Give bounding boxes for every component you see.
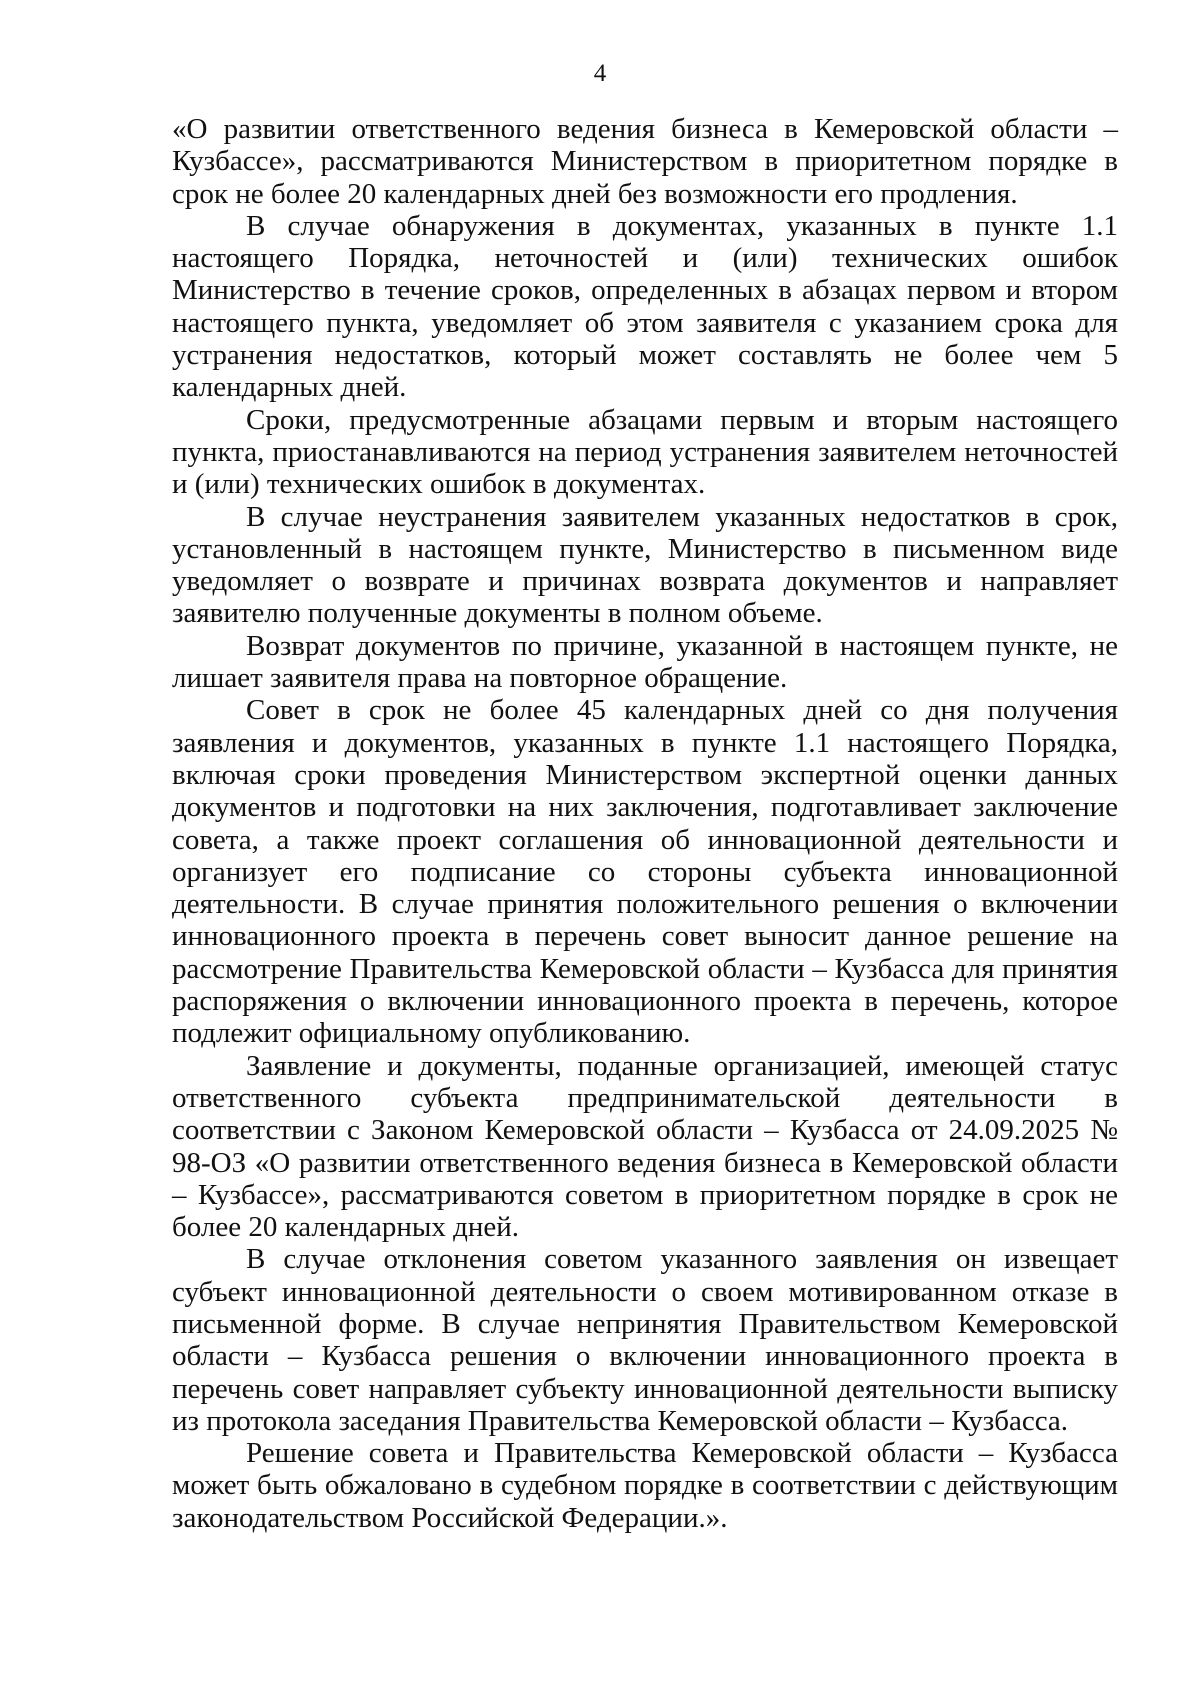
paragraph-rejection-notice: В случае отклонения советом указанного заявления он извещает субъект инновационной деятельности о своем мотивированном отказе в письменной форме. В случае непринятия Правительством Кемеровской области – Кузбасса решения о включении инновационного проекта в перечень совет направляет субъекту инновационной деятельности выписку из протокола заседания Правительства Кемеровской области – Кузбасса.	[172, 1243, 1118, 1437]
paragraph-continuation: «О развитии ответственного ведения бизнеса в Кемеровской области – Кузбассе», рассматриваются Министерством в приоритетном порядке в срок не более 20 календарных дней без возможности его продления.	[172, 113, 1118, 210]
paragraph-deadline-suspension: Сроки, предусмотренные абзацами первым и вторым настоящего пункта, приостанавливаются на период устранения заявителем неточностей и (или) технических ошибок в документах.	[172, 403, 1118, 501]
paragraph-council-review: Совет в срок не более 45 календарных дней со дня получения заявления и документов, указанных в пункте 1.1 настоящего Порядка, включая сроки проведения Министерством экспертной оценки данных документов и подготовки на них заключения, подготавливает заключение совета, а также проект соглашения об инновационной деятельности и организует его подписание со стороны субъекта инновационной деятельности. В случае принятия положительного решения о включении инновационного проекта в перечень совет выносит данное решение на рассмотрение Правительства Кемеровской области – Кузбасса для принятия распоряжения о включении инновационного проекта в перечень, которое подлежит официальному опубликованию.	[172, 694, 1118, 1050]
paragraph-priority-review: Заявление и документы, поданные организацией, имеющей статус ответственного субъекта предпринимательской деятельности в соответствии с Законом Кемеровской области – Кузбасса от 24.09.2025 № 98-ОЗ «О развитии ответственного ведения бизнеса в Кемеровской области – Кузбассе», рассматриваются советом в приоритетном порядке в срок не более 20 календарных дней.	[172, 1049, 1118, 1244]
paragraph-document-return: В случае неустранения заявителем указанных недостатков в срок, установленный в настоящем пункте, Министерство в письменном виде уведомляет о возврате и причинах возврата документов и направляет заявителю полученные документы в полном объеме.	[172, 500, 1118, 630]
paragraph-repeat-application: Возврат документов по причине, указанной в настоящем пункте, не лишает заявителя права на повторное обращение.	[172, 629, 1118, 695]
document-body	[172, 113, 1118, 1534]
paragraph-error-notification: В случае обнаружения в документах, указанных в пункте 1.1 настоящего Порядка, неточностей и (или) технических ошибок Министерство в течение сроков, определенных в абзацах первом и втором настоящего пункта, уведомляет об этом заявителя с указанием срока для устранения недостатков, который может составлять не более чем 5 календарных дней.	[172, 209, 1118, 404]
paragraph-appeal: Решение совета и Правительства Кемеровской области – Кузбасса может быть обжаловано в судебном порядке в соответствии с действующим законодательством Российской Федерации.».	[172, 1437, 1118, 1534]
page-number: 4	[593, 60, 607, 87]
